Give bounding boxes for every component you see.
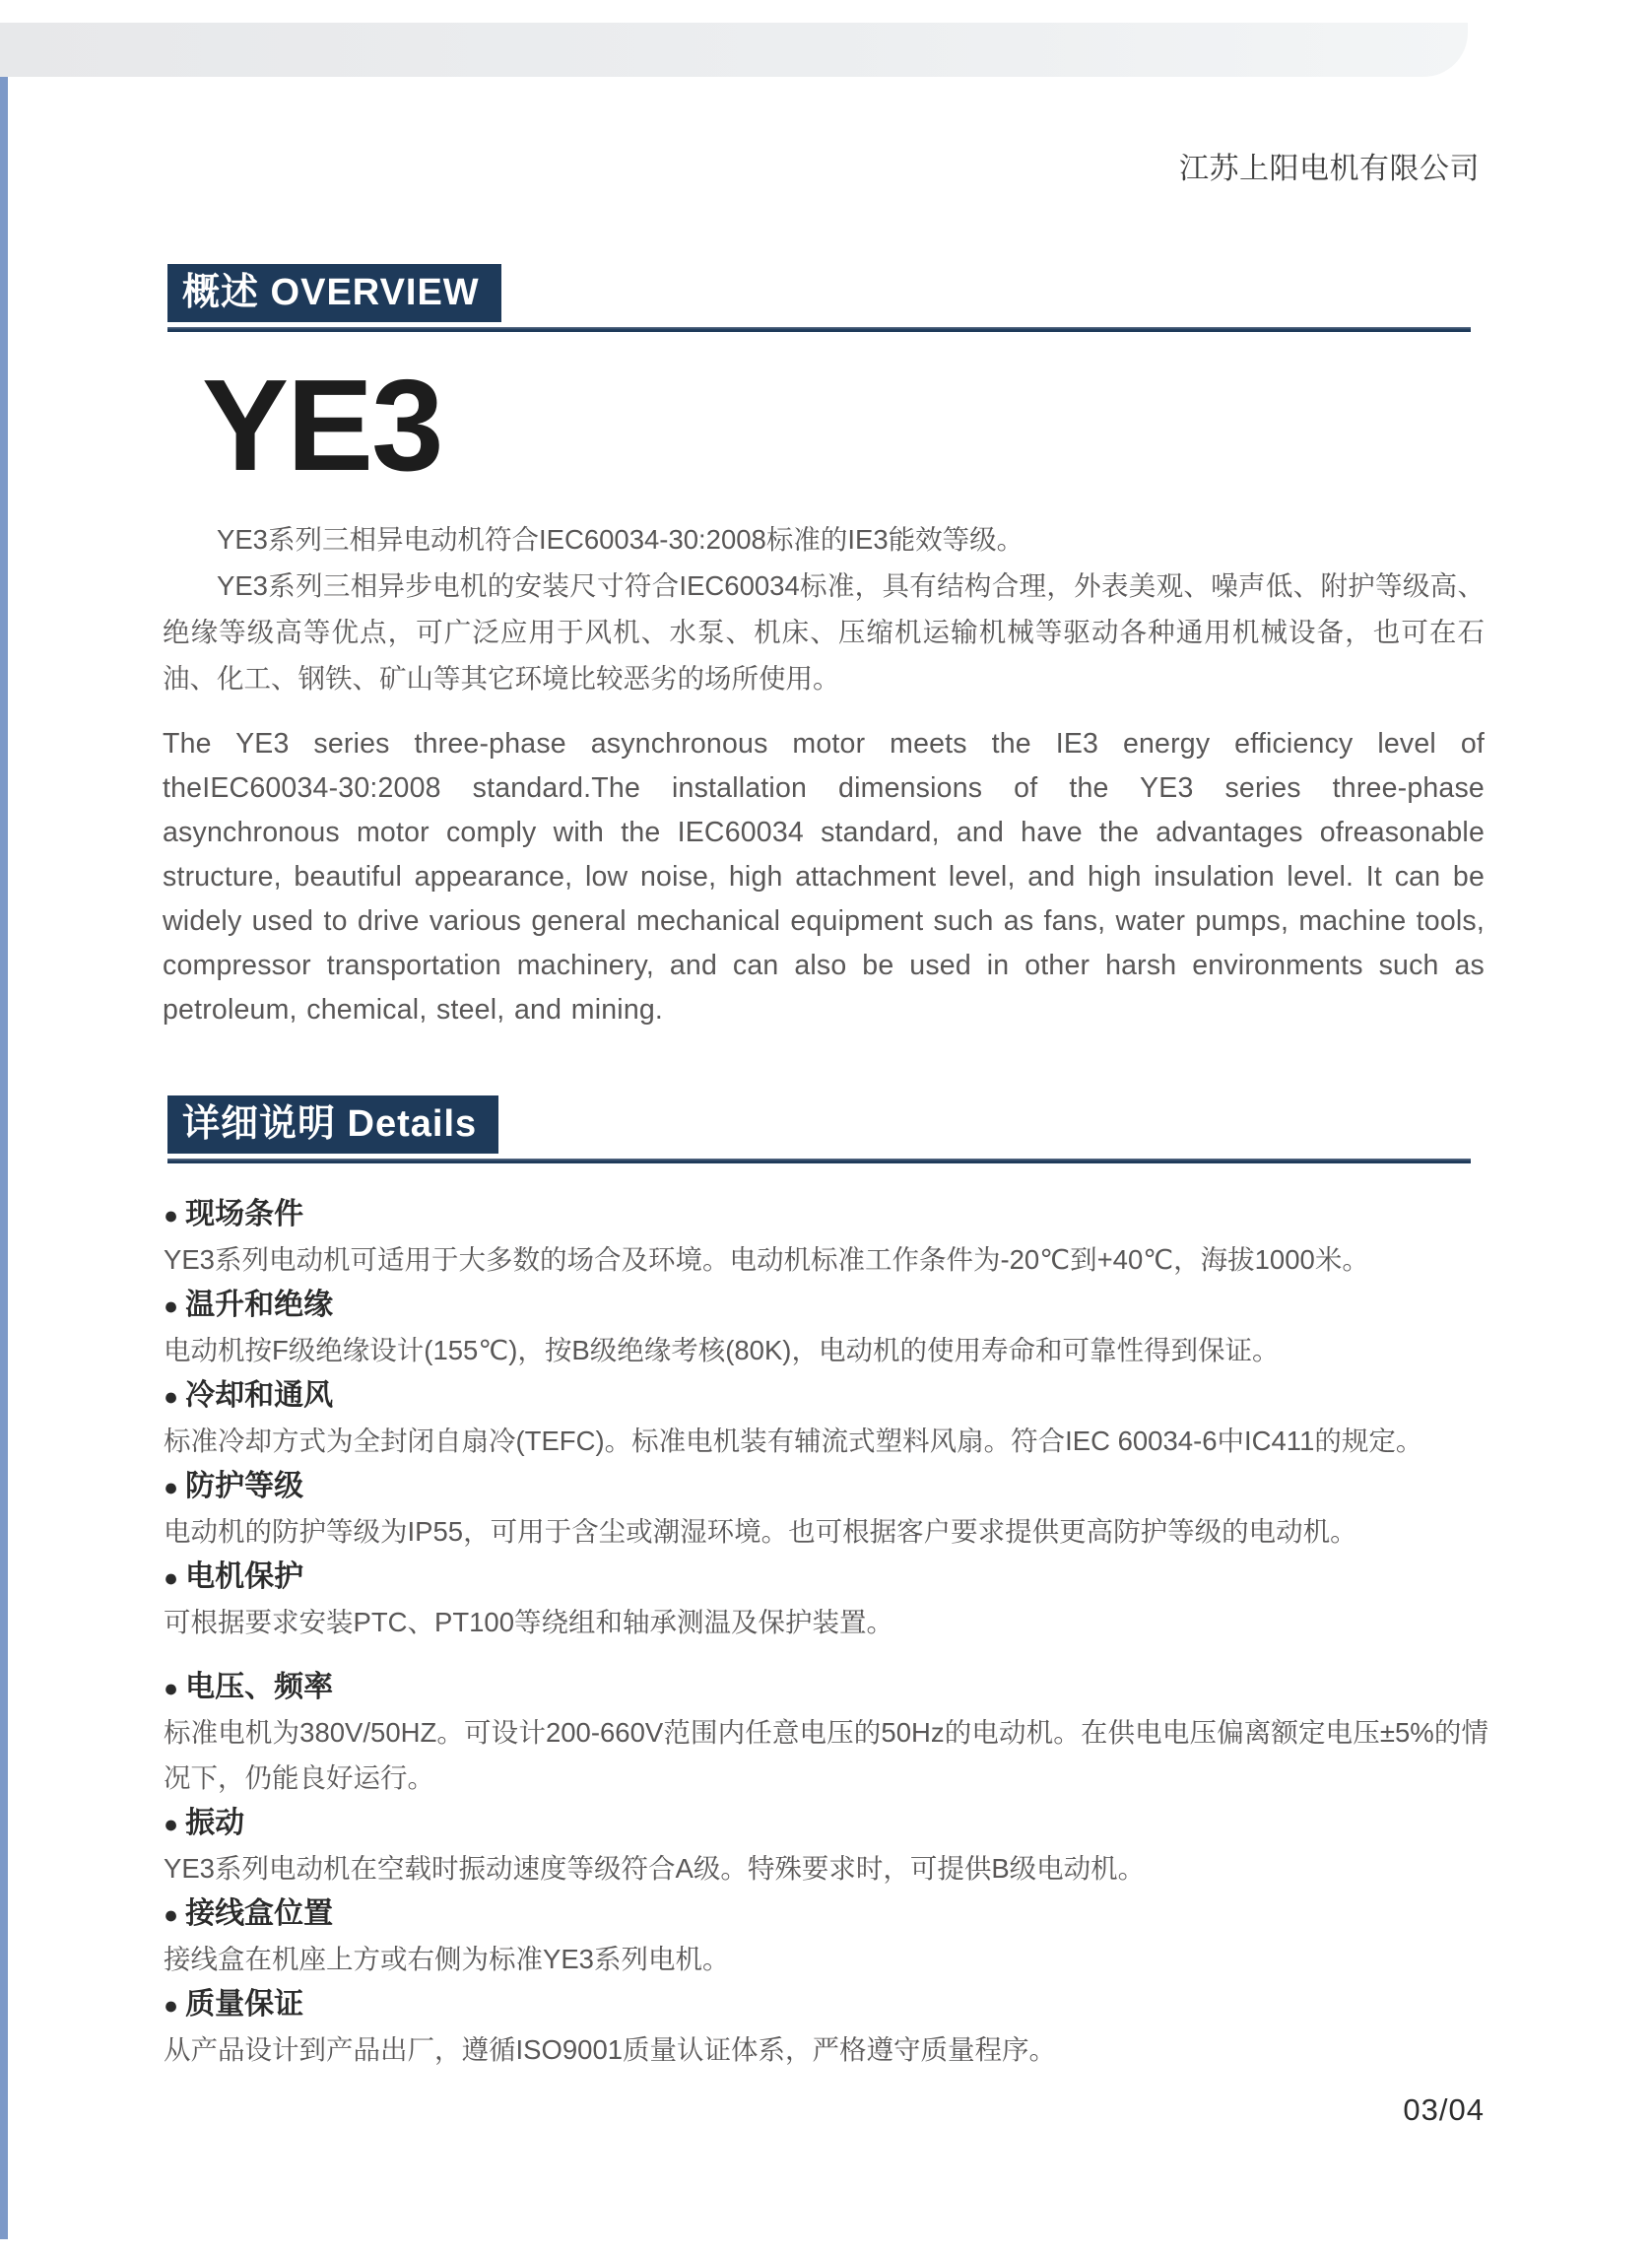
- detail-heading: 防护等级: [185, 1470, 304, 1502]
- bullet-icon: ●: [164, 1382, 179, 1411]
- detail-body: 电动机的防护等级为IP55，可用于含尘或潮湿环境。也可根据客户要求提供更高防护等级的电动机。: [164, 1516, 1357, 1547]
- detail-body: 电动机按F级绝缘设计(155℃)，按B级绝缘考核(80K)，电动机的使用寿命和可靠性得到保证。: [164, 1335, 1280, 1365]
- list-item: [164, 1982, 1488, 2073]
- detail-body: 从产品设计到产品出厂，遵循ISO9001质量认证体系，严格遵守质量程序。: [164, 2034, 1057, 2065]
- cn-paragraph-1: YE3系列三相异电动机符合IEC60034-30:2008标准的IE3能效等级。: [217, 524, 1024, 555]
- detail-heading: 冷却和通风: [185, 1379, 334, 1412]
- list-item: [164, 1801, 1488, 1891]
- list-item: [164, 1373, 1488, 1464]
- list-item: [164, 1891, 1488, 1982]
- detail-heading: 接线盒位置: [185, 1897, 334, 1930]
- bullet-icon: ●: [164, 1473, 179, 1501]
- detail-heading: 现场条件: [185, 1198, 304, 1230]
- bullet-icon: ●: [164, 1292, 179, 1320]
- list-item: [164, 1283, 1488, 1373]
- detail-body: 接线盒在机座上方或右侧为标准YE3系列电机。: [164, 1944, 730, 1974]
- left-accent-bar: [0, 77, 8, 2239]
- list-item: [164, 1665, 1488, 1801]
- details-section-rule: [167, 1159, 1471, 1163]
- bullet-icon: ●: [164, 1991, 179, 2020]
- list-item: [164, 1192, 1488, 1283]
- cn-paragraph-2: YE3系列三相异步电机的安装尺寸符合IEC60034标准，具有结构合理，外表美观、噪声低、附护等级高、绝缘等级高等优点，可广泛应用于风机、水泵、机床、压缩机运输机械等驱动各种通用机械设备，也可在石油、化工、钢铁、矿山等其它环境比较恶劣的场所使用。: [163, 570, 1485, 694]
- list-item: [164, 1555, 1488, 1645]
- detail-heading: 电压、频率: [185, 1671, 334, 1703]
- detail-heading: 温升和绝缘: [185, 1289, 334, 1321]
- list-item: [164, 1464, 1488, 1555]
- detail-heading: 振动: [185, 1807, 245, 1839]
- company-name: 江苏上阳电机有限公司: [1179, 153, 1480, 185]
- bullet-icon: ●: [164, 1810, 179, 1838]
- overview-section-title: 概述 OVERVIEW: [167, 264, 501, 322]
- bullet-icon: ●: [164, 1201, 179, 1229]
- detail-body: 可根据要求安装PTC、PT100等绕组和轴承测温及保护装置。: [164, 1607, 894, 1637]
- detail-body: YE3系列电动机在空载时振动速度等级符合A级。特殊要求时，可提供B级电动机。: [164, 1853, 1146, 1884]
- detail-body: 标准电机为380V/50HZ。可设计200-660V范围内任意电压的50Hz的电动机。在供电电压偏离额定电压±5%的情况下，仍能良好运行。: [164, 1717, 1488, 1793]
- bullet-icon: ●: [164, 1674, 179, 1702]
- product-title: YE3: [202, 353, 442, 497]
- overview-section-rule: [167, 327, 1471, 332]
- overview-chinese-paragraphs: [163, 516, 1485, 701]
- overview-section-header: [167, 264, 1471, 332]
- page-number: 03/04: [1403, 2092, 1485, 2127]
- detail-heading: 质量保证: [185, 1988, 304, 2021]
- detail-body: YE3系列电动机可适用于大多数的场合及环境。电动机标准工作条件为-20℃到+40℃，海拔1000米。: [164, 1244, 1369, 1275]
- details-section-header: [167, 1095, 1471, 1163]
- bullet-icon: ●: [164, 1900, 179, 1929]
- overview-english-paragraph: The YE3 series three-phase asynchronous motor meets the IE3 energy efficiency level of theIEC60034-30:2008 standard.The installation dimensions of the YE3 series three-phase asynchronous motor comply with the IEC60034 standard, and have the advantages ofreasonable structure, beautiful appearance, low noise, high attachment level, and high insulation level. It can be widely used to drive various general mechanical equipment such as fans, water pumps, machine tools, compressor transportation machinery, and can also be used in other harsh environments such as petroleum, chemical, steel, and mining.: [163, 728, 1485, 1026]
- detail-body: 标准冷却方式为全封闭自扇冷(TEFC)。标准电机装有辅流式塑料风扇。符合IEC 60034-6中IC411的规定。: [164, 1426, 1423, 1456]
- details-list: [164, 1192, 1488, 2073]
- bullet-icon: ●: [164, 1563, 179, 1592]
- detail-heading: 电机保护: [185, 1560, 304, 1593]
- top-decorative-bar: [0, 23, 1468, 77]
- details-section-title: 详细说明 Details: [167, 1095, 498, 1154]
